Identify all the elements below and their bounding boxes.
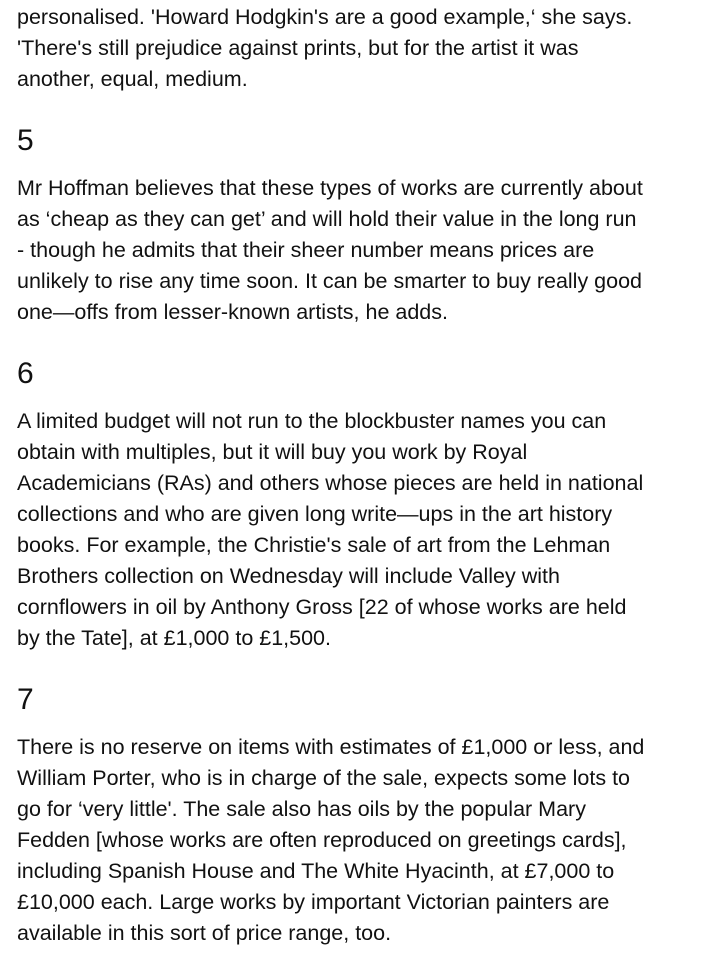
section-spacer <box>17 718 709 732</box>
section-spacer <box>17 654 709 682</box>
section-paragraph-5: Mr Hoffman believes that these types of works are currently about as ‘cheap as they can get’ and will hold their value in the long run - though he admits that their sheer number means prices are unlikely to rise any time soon. It can be smarter to buy really good one—offs from lesser-known artists, he adds. <box>17 176 643 324</box>
section-paragraph-6: A limited budget will not run to the blockbuster names you can obtain with multiples, but it will buy you work by Royal Academicians (RAs) and others whose pieces are held in national collections and who are given long write—ups in the art history books. For example, the Christie's sale of art from the Lehman Brothers collection on Wednesday will include Valley with cornflowers in oil by Anthony Gross [22 of whose works are held by the Tate], at £1,000 to £1,500. <box>17 409 644 650</box>
section-number-7: 7 <box>17 683 34 716</box>
section-paragraph-7: There is no reserve on items with estimates of £1,000 or less, and William Porter, who is in charge of the sale, expects some lots to go for ‘very little'. The sale also has oils by the popular Mary Fedden [whose works are often reproduced on greetings cards], including Spanish House and The White Hyacinth, at £7,000 to £10,000 each. Large works by important Victorian painters are available in this sort of price range, too. <box>17 735 645 945</box>
section-spacer <box>17 328 709 356</box>
section-number-6: 6 <box>17 357 34 390</box>
section-spacer <box>17 392 709 406</box>
intro-paragraph: personalised. 'Howard Hodgkin's are a good example,‘ she says. 'There's still prejudice against prints, but for the artist it was another, equal, medium. <box>17 5 633 91</box>
section-number-5: 5 <box>17 124 34 157</box>
section-spacer <box>17 95 709 123</box>
section-spacer <box>17 159 709 173</box>
article-page <box>17 2 709 949</box>
